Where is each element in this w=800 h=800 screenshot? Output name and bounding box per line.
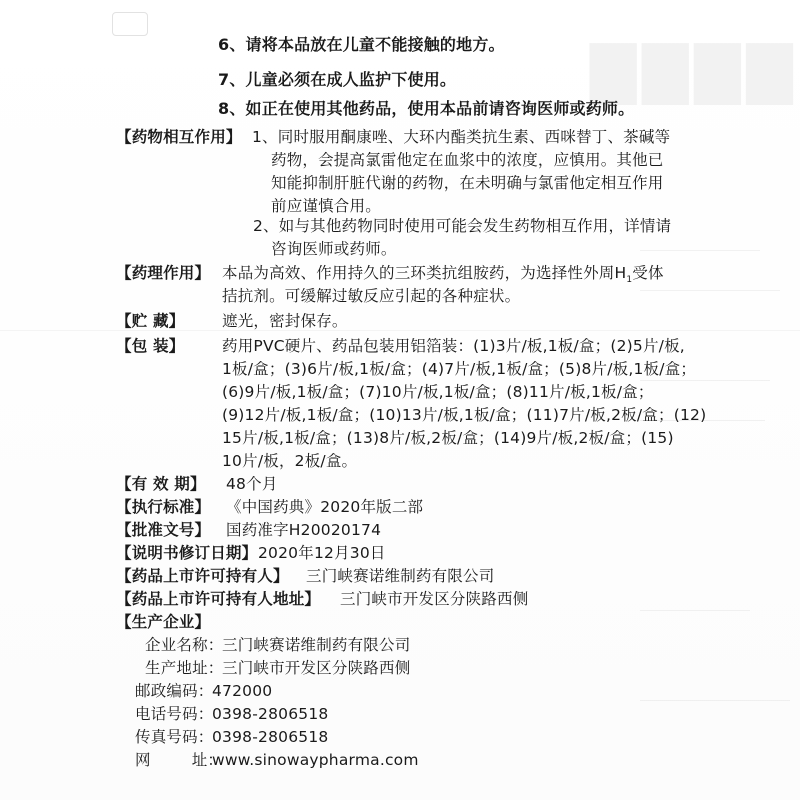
approval-heading: 【批准文号】 (116, 521, 211, 539)
caution-6: 6、请将本品放在儿童不能接触的地方。 (218, 35, 505, 54)
phone-label: 电话号码： (135, 705, 214, 723)
caution-8: 8、如正在使用其他药品，使用本品前请咨询医师或药师。 (218, 99, 635, 118)
holder-address-text: 三门峡市开发区分陕路西侧 (340, 590, 529, 608)
approval-text: 国药准字H20020174 (226, 521, 382, 539)
validity-text: 48个月 (226, 475, 278, 493)
interactions-item1-line: 药物，会提高氯雷他定在血浆中的浓度，应慎用。其他已 (271, 151, 664, 169)
ghost-title-shadow: ▇▇▇▇ (590, 35, 799, 105)
postcode-value: 472000 (212, 682, 273, 700)
interactions-item2-line: 咨询医师或药师。 (271, 240, 397, 258)
packaging-heading: 【包 装】 (116, 337, 185, 355)
manufacturer-address-label: 生产地址： (145, 659, 224, 677)
receptor-subscript: 1 (626, 275, 633, 286)
holder-heading: 【药品上市许可持有人】 (116, 567, 289, 585)
pharmacology-heading: 【药理作用】 (116, 264, 211, 282)
standard-text: 《中国药典》2020年版二部 (226, 498, 424, 516)
fax-label: 传真号码： (135, 728, 214, 746)
packaging-line: 10片/板，2板/盒。 (222, 452, 358, 470)
manufacturer-name-label: 企业名称： (145, 636, 224, 654)
revision-heading: 【说明书修订日期】 (116, 544, 258, 562)
ghost-logo-mark (112, 12, 148, 36)
manufacturer-address-value: 三门峡市开发区分陕路西侧 (222, 659, 411, 677)
phone-value: 0398-2806518 (212, 705, 329, 723)
packaging-line: 药用PVC硬片、药品包装用铝箔装：(1)3片/板,1板/盒；(2)5片/板, (222, 337, 685, 355)
postcode-label: 邮政编码： (135, 682, 214, 700)
packaging-line: 15片/板,1板/盒；(13)8片/板,2板/盒；(14)9片/板,2板/盒；(15) (222, 429, 674, 447)
interactions-heading: 【药物相互作用】 (116, 128, 242, 146)
standard-heading: 【执行标准】 (116, 498, 211, 516)
ghost-line (640, 250, 760, 251)
holder-text: 三门峡赛诺维制药有限公司 (306, 567, 495, 585)
pharmacology-text: 本品为高效、作用持久的三环类抗组胺药，为选择性外周H (222, 264, 627, 282)
website-value: www.sinowaypharma.com (212, 751, 419, 769)
ghost-line (640, 610, 750, 611)
ghost-line (640, 290, 780, 291)
ghost-line (640, 700, 790, 701)
interactions-item1-line: 知能抑制肝脏代谢的药物，在未明确与氯雷他定相互作用 (271, 174, 664, 192)
pharmacology-tail: 受体 (632, 264, 664, 282)
interactions-item1-line: 前应谨慎合用。 (271, 197, 381, 215)
manufacturer-name-value: 三门峡赛诺维制药有限公司 (222, 636, 411, 654)
ghost-line (640, 380, 770, 381)
storage-heading: 【贮 藏】 (116, 312, 185, 330)
caution-7: 7、儿童必须在成人监护下使用。 (218, 70, 457, 89)
manufacturer-heading: 【生产企业】 (116, 613, 211, 631)
holder-address-heading: 【药品上市许可持有人地址】 (116, 590, 321, 608)
revision-text: 2020年12月30日 (258, 544, 386, 562)
pharmacology-line: 拮抗剂。可缓解过敏反应引起的各种症状。 (222, 287, 521, 305)
storage-text: 遮光，密封保存。 (222, 312, 348, 330)
packaging-line: (9)12片/板,1板/盒；(10)13片/板,1板/盒；(11)7片/板,2板/盒；(12) (222, 406, 707, 424)
fax-value: 0398-2806518 (212, 728, 329, 746)
validity-heading: 【有 效 期】 (116, 475, 206, 493)
website-label: 网 址： (135, 751, 224, 769)
interactions-item2-line: 2、如与其他药物同时使用可能会发生药物相互作用，详情请 (253, 217, 672, 235)
interactions-item1-line: 1、同时服用酮康唑、大环内酯类抗生素、西咪替丁、茶碱等 (252, 128, 671, 146)
packaging-line: 1板/盒；(3)6片/板,1板/盒；(4)7片/板,1板/盒；(5)8片/板,1板/盒； (222, 360, 697, 378)
packaging-line: (6)9片/板,1板/盒；(7)10片/板,1板/盒；(8)11片/板,1板/盒； (222, 383, 654, 401)
